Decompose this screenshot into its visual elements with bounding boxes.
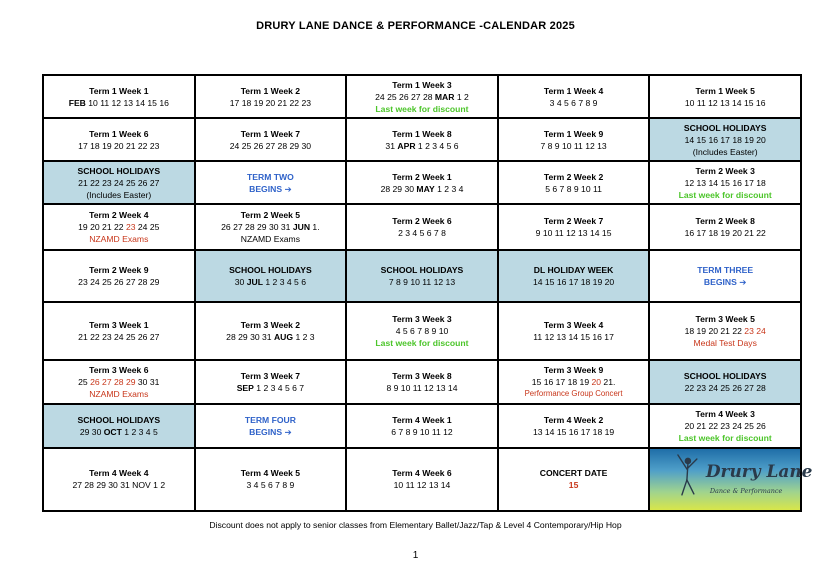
cell-t3w9: Term 3 Week 9 15 16 17 18 19 20 21. Performance Group Concert [498, 360, 650, 404]
page-title: DRURY LANE DANCE & PERFORMANCE -CALENDAR 2025 [256, 20, 575, 32]
cell-t1w8: Term 1 Week 8 31 APR 1 2 3 4 5 6 [346, 118, 498, 161]
table-row [43, 360, 801, 404]
drury-lane-logo [650, 449, 813, 510]
cell-t1w7: Term 1 Week 7 24 25 26 27 28 29 30 [195, 118, 347, 161]
cell-t4w4: Term 4 Week 4 27 28 29 30 31 NOV 1 2 [43, 448, 195, 511]
discount-note: Last week for discount [678, 189, 772, 200]
cell-school-holidays: SCHOOL HOLIDAYS 29 30 OCT 1 2 3 4 5 [43, 404, 195, 448]
cell-school-holidays: SCHOOL HOLIDAYS 21 22 23 24 25 26 27 (Includes Easter) [43, 161, 195, 204]
cell-t1w1: Term 1 Week 1 FEB 10 11 12 13 14 15 16 [43, 75, 195, 118]
cell-t1w6: Term 1 Week 6 17 18 19 20 21 22 23 [43, 118, 195, 161]
cell-t2w1: Term 2 Week 1 28 29 30 MAY 1 2 3 4 [346, 161, 498, 204]
cell-t3w3: Term 3 Week 3 4 5 6 7 8 9 10 Last week for discount [346, 302, 498, 360]
discount-note: Last week for discount [375, 338, 469, 348]
table-row [43, 448, 801, 511]
cell-t2w7: Term 2 Week 7 9 10 11 12 13 14 15 [498, 204, 650, 250]
cell-t3w7: Term 3 Week 7 SEP 1 2 3 4 5 6 7 [195, 360, 347, 404]
cell-t4w6: Term 4 Week 6 10 11 12 13 14 [346, 448, 498, 511]
cell-t1w5: Term 1 Week 5 10 11 12 13 14 15 16 [649, 75, 801, 118]
cell-t1w9: Term 1 Week 9 7 8 9 10 11 12 13 [498, 118, 650, 161]
cell-dl-holiday-week: DL HOLIDAY WEEK 14 15 16 17 18 19 20 [498, 250, 650, 302]
discount-footnote: Discount does not apply to senior classes from Elementary Ballet/Jazz/Tap & Level 4 Contemporary/Hip Hop [209, 520, 622, 530]
calendar-table [42, 74, 813, 512]
cell-school-holidays: SCHOOL HOLIDAYS 14 15 16 17 18 19 20 (Includes Easter) [649, 118, 801, 161]
cell-school-holidays: SCHOOL HOLIDAYS 22 23 24 25 26 27 28 [649, 360, 801, 404]
discount-note: Last week for discount [678, 433, 772, 443]
cell-school-holidays: SCHOOL HOLIDAYS 30 JUL 1 2 3 4 5 6 [195, 250, 347, 302]
cell-term-two-begins: TERM TWO BEGINS ➔ [195, 161, 347, 204]
cell-concert-date: CONCERT DATE 15 [498, 448, 650, 511]
cell-t2w3: Term 2 Week 3 12 13 14 15 16 17 18 Last week for discount [649, 161, 801, 204]
discount-note: Last week for discount [375, 103, 469, 114]
cell-t1w3: Term 1 Week 3 24 25 26 27 28 MAR 1 2 Last week for discount [346, 75, 498, 118]
cell-term-three-begins: TERM THREE BEGINS ➔ [649, 250, 801, 302]
cell-t3w4: Term 3 Week 4 11 12 13 14 15 16 17 [498, 302, 650, 360]
cell-t3w8: Term 3 Week 8 8 9 10 11 12 13 14 [346, 360, 498, 404]
table-row [43, 404, 801, 448]
cell-t2w5: Term 2 Week 5 26 27 28 29 30 31 JUN 1. NZAMD Exams [195, 204, 347, 250]
svg-text:Drury Lane: Drury Lane [706, 460, 813, 481]
cell-t2w2: Term 2 Week 2 5 6 7 8 9 10 11 [498, 161, 650, 204]
cell-school-holidays: SCHOOL HOLIDAYS 7 8 9 10 11 12 13 [346, 250, 498, 302]
table-row [43, 204, 801, 250]
table-row [43, 161, 801, 204]
cell-t4w1: Term 4 Week 1 6 7 8 9 10 11 12 [346, 404, 498, 448]
cell-t4w3: Term 4 Week 3 20 21 22 23 24 25 26 Last week for discount [649, 404, 801, 448]
cell-t3w2: Term 3 Week 2 28 29 30 31 AUG 1 2 3 [195, 302, 347, 360]
svg-text:Dance & Performance: Dance & Performance [710, 486, 783, 495]
cell-t2w8: Term 2 Week 8 16 17 18 19 20 21 22 [649, 204, 801, 250]
cell-t3w1: Term 3 Week 1 21 22 23 24 25 26 27 [43, 302, 195, 360]
cell-t3w6: Term 3 Week 6 25 26 27 28 29 30 31 NZAMD Exams [43, 360, 195, 404]
table-row [43, 118, 801, 161]
cell-t4w2: Term 4 Week 2 13 14 15 16 17 18 19 [498, 404, 650, 448]
cell-t1w4: Term 1 Week 4 3 4 5 6 7 8 9 [498, 75, 650, 118]
cell-t1w2: Term 1 Week 2 17 18 19 20 21 22 23 [195, 75, 347, 118]
dancer-logo-icon [650, 449, 813, 507]
table-row [43, 75, 801, 118]
cell-t2w4: Term 2 Week 4 19 20 21 22 23 24 25 NZAMD Exams [43, 204, 195, 250]
cell-t3w5: Term 3 Week 5 18 19 20 21 22 23 24 Medal Test Days [649, 302, 801, 360]
cell-t4w5: Term 4 Week 5 3 4 5 6 7 8 9 [195, 448, 347, 511]
cell-t2w6: Term 2 Week 6 2 3 4 5 6 7 8 [346, 204, 498, 250]
page-number: 1 [412, 550, 419, 561]
logo-cell [649, 448, 813, 511]
table-row [43, 302, 801, 360]
cell-t2w9: Term 2 Week 9 23 24 25 26 27 28 29 [43, 250, 195, 302]
cell-term-four-begins: TERM FOUR BEGINS ➔ [195, 404, 347, 448]
table-row [43, 250, 801, 302]
